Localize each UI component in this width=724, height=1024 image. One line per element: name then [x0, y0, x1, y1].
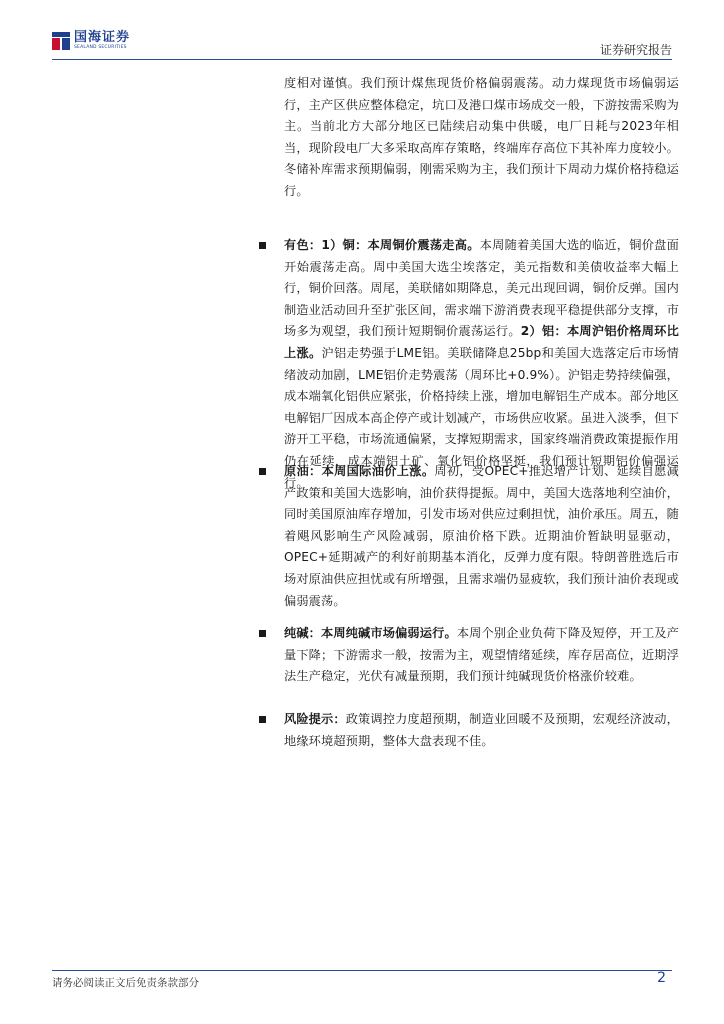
oil-paragraph [284, 461, 679, 612]
logo-icon [52, 32, 70, 50]
soda-section [284, 623, 679, 688]
logo-name-en: SEALAND SECURITIES [74, 45, 127, 50]
bullet-icon [259, 630, 266, 637]
bullet-icon [259, 716, 266, 723]
oil-text: 周初，受OPEC+推迟增产计划、延续自愿减产政策和美国大选影响，油价获得提振。周中，美国大选落地利空油价，同时美国原油库存增加，引发市场对供应过剩担忧，油价承压。周五，随着飓风影响生产风险减弱，原油价格下跌。近期油价暂缺明显驱动，OPEC+延期减产的利好前期基本消化，反弹力度有限。特朗普胜选后市场对原油供应担忧或有所增强，且需求端仍显疲软，我们预计油价表现或偏弱震荡。 [284, 464, 679, 608]
aluminum-heading: 2）铝：本周沪铝价格周环比上涨。 [284, 324, 679, 360]
coal-paragraph: 度相对谨慎。我们预计煤焦现货价格偏弱震荡。动力煤现货市场偏弱运行，主产区供应整体稳定，坑口及港口煤市场成交一般，下游按需采购为主。当前北方大部分地区已陆续启动集中供暖，电厂日耗与2023年相当，现阶段电厂大多采取高库存策略，终端库存高位下其补库力度较小。冬储补库需求预期偏弱，刚需采购为主，我们预计下周动力煤价格持稳运行。 [284, 76, 679, 198]
soda-paragraph [284, 623, 679, 688]
bullet-icon [259, 468, 266, 475]
logo-name-cn: 国海证券 [74, 30, 131, 45]
risk-section [284, 709, 679, 752]
oil-heading: 原油：本周国际油价上涨。 [284, 464, 435, 478]
company-logo [52, 31, 130, 51]
aluminum-text: 沪铝走势强于LME铝。美联储降息25bp和美国大选落定后市场情绪波动加剧，LME铝价走势震荡（周环比+0.9%）。沪铝走势持续偏强，成本端氧化铝供应紧张，价格持续上涨，增加电解铝生产成本。部分地区电解铝厂因成本高企停产或计划减产，市场供应收紧。虽进入淡季，但下游开工平稳，市场流通偏紧，支撑短期需求，国家终端消费政策提振作用仍在延续，成本端铝土矿、氧化铝价格坚挺，我们预计短期铝价偏强运行。 [284, 345, 680, 490]
header-divider [52, 59, 672, 60]
soda-heading: 纯碱：本周纯碱市场偏弱运行。 [284, 626, 457, 640]
soda-text: 本周个别企业负荷下降及短停，开工及产量下降；下游需求一般，按需为主，观望情绪延续，库存居高位，近期浮法生产稳定，光伏有减量预期，我们预计纯碱现货价格涨价较难。 [284, 626, 679, 684]
risk-paragraph [284, 709, 679, 752]
metals-paragraph [284, 235, 679, 494]
bullet-icon [259, 242, 266, 249]
page-header [0, 0, 724, 62]
page-number: 2 [657, 970, 666, 986]
coal-section [284, 73, 679, 203]
report-type-label: 证券研究报告 [599, 43, 672, 57]
copper-heading: 有色：1）铜：本周铜价震荡走高。 [284, 238, 480, 252]
footer-divider [52, 970, 672, 971]
risk-heading: 风险提示： [284, 712, 346, 726]
risk-text: 政策调控力度超预期，制造业回暖不及预期，宏观经济波动，地缘环境超预期，整体大盘表现不佳。 [284, 712, 679, 748]
disclaimer-note: 请务必阅读正文后免责条款部分 [52, 977, 199, 989]
oil-section [284, 461, 679, 612]
copper-text: 本周随着美国大选的临近，铜价盘面开始震荡走高。周中美国大选尘埃落定，美元指数和美债收益率大幅上行，铜价回落。周尾，美联储如期降息，美元出现回调，铜价反弹。国内制造业活动回升至扩张区间，需求端下游消费表现平稳提供部分支撑，市场多为观望，我们预计短期铜价震荡运行。 [284, 238, 679, 339]
metals-section [284, 235, 679, 494]
